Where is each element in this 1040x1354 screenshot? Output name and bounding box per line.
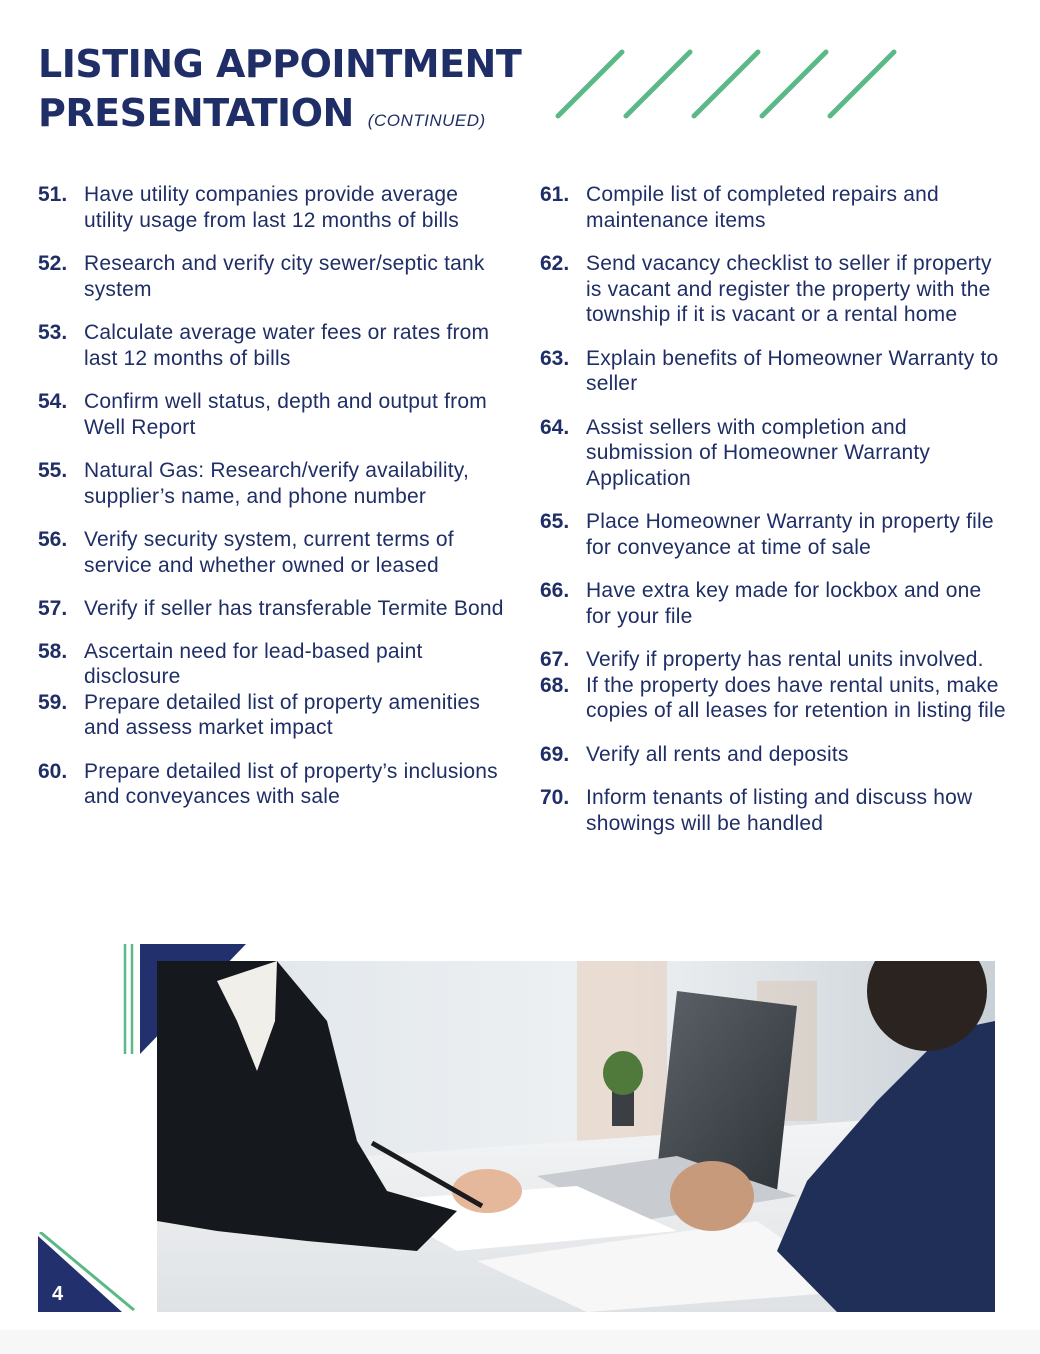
list-item: 58. Ascertain need for lead-based paint disclosure xyxy=(38,639,423,688)
page-number: 4 xyxy=(52,1283,64,1305)
list-item: 61. Compile list of completed repairs and maintenance items xyxy=(540,183,939,232)
title-line-1: LISTING APPOINTMENT xyxy=(38,42,522,86)
checklist-right-column xyxy=(540,182,1010,836)
list-item: 68. If the property does have rental units, make copies of all leases for retention in listing file xyxy=(540,673,1006,722)
list-item: 52. Research and verify city sewer/septic tank system xyxy=(38,252,485,301)
page-bottom-band xyxy=(0,1330,1040,1354)
meeting-photo xyxy=(157,961,995,1312)
list-item: 66. Have extra key made for lockbox and one for your file xyxy=(540,579,982,628)
checklist-left-column xyxy=(38,182,508,810)
decorative-stripes xyxy=(552,46,912,126)
list-item: 70. Inform tenants of listing and discuss how showings will be handled xyxy=(540,786,973,835)
list-item: 59. Prepare detailed list of property amenities and assess market impact xyxy=(38,690,481,739)
list-item: 62. Send vacancy checklist to seller if property is vacant and register the property with the township if it is vacant or a rental home xyxy=(540,252,992,326)
list-item: 67. Verify if property has rental units involved. xyxy=(540,648,984,671)
list-item: 56. Verify security system, current terms of service and whether owned or leased xyxy=(38,528,454,577)
list-item: 64. Assist sellers with completion and submission of Homeowner Warranty Application xyxy=(540,415,931,490)
list-item: 57. Verify if seller has transferable Termite Bond xyxy=(38,597,504,620)
list-item: 60. Prepare detailed list of property’s inclusions and conveyances with sale xyxy=(38,759,498,808)
title-line-2: PRESENTATION xyxy=(38,91,354,135)
list-item: 63. Explain benefits of Homeowner Warranty to seller xyxy=(540,346,999,395)
list-item: 51. Have utility companies provide average utility usage from last 12 months of bills xyxy=(38,183,459,232)
list-item: 55. Natural Gas: Research/verify availability, supplier’s name, and phone number xyxy=(38,459,469,508)
title-subtitle: (CONTINUED) xyxy=(367,111,486,130)
page-title xyxy=(38,40,521,145)
list-item: 69. Verify all rents and deposits xyxy=(540,742,849,766)
list-item: 65. Place Homeowner Warranty in property file for conveyance at time of sale xyxy=(540,510,994,559)
list-item: 53. Calculate average water fees or rates from last 12 months of bills xyxy=(38,321,490,370)
list-item: 54. Confirm well status, depth and output from Well Report xyxy=(38,390,487,439)
